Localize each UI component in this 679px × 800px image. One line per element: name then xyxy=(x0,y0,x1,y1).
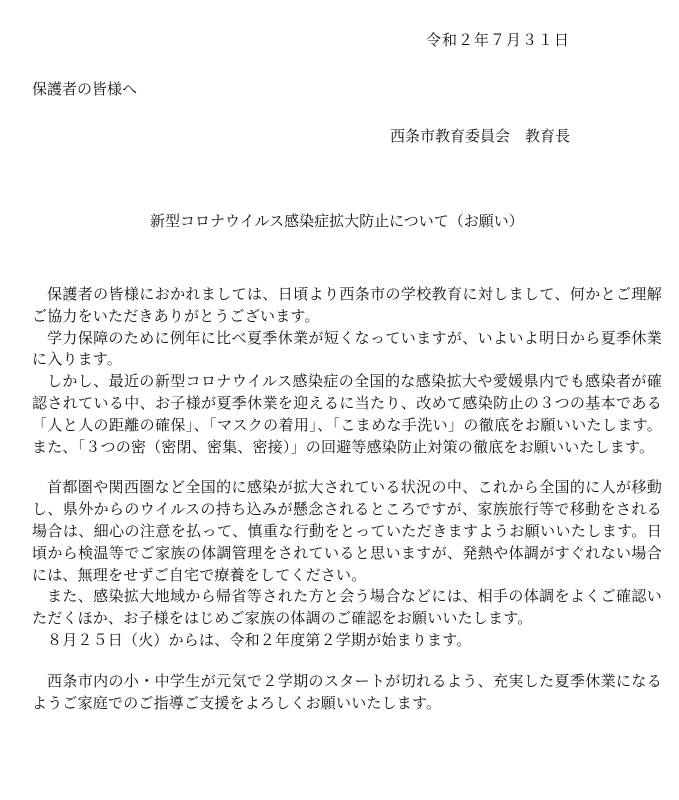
paragraph-summer-break: 学力保障のために例年に比べ夏季休業が短くなっていますが、いよいよ明日から夏季休業に入ります。 xyxy=(32,328,662,369)
paragraph-closing: 西条市内の小・中学生が元気で２学期のスタートが切れるよう、充実した夏季休業になるようご家庭でのご指導ご支援をよろしくお願いいたします。 xyxy=(32,671,662,712)
paragraph-gap xyxy=(32,458,662,477)
paragraph-gap xyxy=(32,652,662,671)
paragraph-returnee-caution: また、感染拡大地域から帰省等された方と会う場合などには、相手の体調をよくご確認いただくほか、お子様をはじめご家族の体調のご確認をお願いいたします。 xyxy=(32,587,662,628)
paragraph-infection-prevention: しかし、最近の新型コロナウイルス感染症の全国的な感染拡大や愛媛県内でも感染者が確認されている中、お子様が夏季休業を迎えるに当たり、改めて感染防止の３つの基本である「人と人の距離の確保」、「マスクの着用」、「こまめな手洗い」の徹底をお願いいたします。また、「３つの密（密閉、密集、密接）」の回避等感染防止対策の徹底をお願いいたします。 xyxy=(32,372,662,456)
letter-recipient: 保護者の皆様へ xyxy=(32,80,138,98)
paragraph-second-term: ８月２５日（火）からは、令和２年度第２学期が始まります。 xyxy=(47,630,472,649)
letter-date: 令和２年７月３１日 xyxy=(426,31,571,49)
paragraph-travel-caution: 首都圏や関西圏など全国的に感染が拡大されている状況の中、これから全国的に人が移動し、県外からのウイルスの持ち込みが懸念されるところですが、家族旅行等で移動をされる場合は、細心の注意を払って、慎重な行動をとっていただきますようお願いいたします。日頃から検温等でご家族の体調管理をされていると思いますが、発熱や体調がすぐれない場合には、無理をせずご自宅で療養をしてください。 xyxy=(32,478,662,584)
letter-sender: 西条市教育委員会 教育長 xyxy=(390,127,571,145)
paragraph-greeting: 保護者の皆様におかれましては、日頃より西条市の学校教育に対しまして、何かとご理解ご協力をいただきありがとうございます。 xyxy=(32,285,662,325)
letter-title: 新型コロナウイルス感染症拡大防止について（お願い） xyxy=(150,212,524,230)
letter-body xyxy=(32,284,662,714)
